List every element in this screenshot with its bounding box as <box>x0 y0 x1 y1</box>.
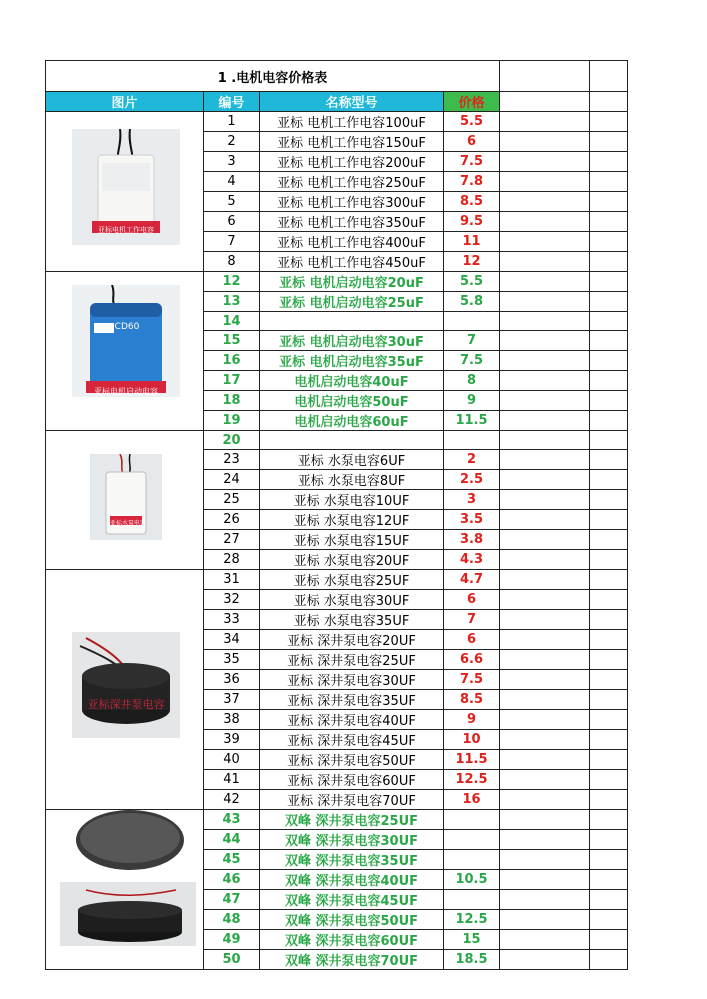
header-number: 编号 <box>204 92 260 112</box>
extra-cell[interactable] <box>590 132 628 152</box>
extra-cell[interactable] <box>590 590 628 610</box>
product-name: 亚标 水泵电容12UF <box>260 510 444 530</box>
product-price: 8.5 <box>444 192 500 212</box>
product-price: 12.5 <box>444 910 500 930</box>
table-row <box>46 272 628 292</box>
product-price <box>444 850 500 870</box>
extra-cell[interactable] <box>590 252 628 272</box>
extra-cell[interactable] <box>590 92 628 112</box>
extra-cell[interactable] <box>500 870 590 890</box>
product-price: 6 <box>444 132 500 152</box>
product-name: 双峰 深井泵电容35UF <box>260 850 444 870</box>
row-number: 23 <box>204 450 260 470</box>
extra-cell[interactable] <box>590 61 628 92</box>
extra-cell[interactable] <box>590 351 628 371</box>
product-name: 亚标 深井泵电容40UF <box>260 710 444 730</box>
product-price: 6 <box>444 630 500 650</box>
product-price: 3.5 <box>444 510 500 530</box>
extra-cell[interactable] <box>500 232 590 252</box>
row-number: 20 <box>204 431 260 450</box>
product-price: 12.5 <box>444 770 500 790</box>
row-number: 38 <box>204 710 260 730</box>
image-cell <box>46 810 204 970</box>
extra-cell[interactable] <box>590 810 628 830</box>
extra-cell[interactable] <box>590 272 628 292</box>
product-name: 亚标 电机工作电容300uF <box>260 192 444 212</box>
extra-cell[interactable] <box>590 690 628 710</box>
product-photo <box>90 454 162 540</box>
extra-cell[interactable] <box>590 112 628 132</box>
extra-cell[interactable] <box>500 172 590 192</box>
row-number: 6 <box>204 212 260 232</box>
product-name: 亚标 电机启动电容30uF <box>260 331 444 351</box>
extra-cell[interactable] <box>590 391 628 411</box>
product-price: 9.5 <box>444 212 500 232</box>
product-name: 双峰 深井泵电容50UF <box>260 910 444 930</box>
image-cell <box>46 570 204 810</box>
product-name: 亚标 电机启动电容20uF <box>260 272 444 292</box>
extra-cell[interactable] <box>500 272 590 292</box>
row-number: 4 <box>204 172 260 192</box>
product-price: 11 <box>444 232 500 252</box>
table-row <box>46 112 628 132</box>
row-number: 8 <box>204 252 260 272</box>
row-number: 50 <box>204 950 260 970</box>
extra-cell[interactable] <box>500 331 590 351</box>
product-name: 亚标 深井泵电容25UF <box>260 650 444 670</box>
product-name: 亚标 电机工作电容250uF <box>260 172 444 192</box>
product-price <box>444 431 500 450</box>
image-caption: 亚标水泵电容 <box>110 520 147 527</box>
row-number: 41 <box>204 770 260 790</box>
product-price: 8.5 <box>444 690 500 710</box>
row-number: 47 <box>204 890 260 910</box>
product-price <box>444 810 500 830</box>
row-number: 34 <box>204 630 260 650</box>
extra-cell[interactable] <box>590 470 628 490</box>
extra-cell[interactable] <box>500 61 590 92</box>
row-number: 1 <box>204 112 260 132</box>
product-name: 亚标 水泵电容25UF <box>260 570 444 590</box>
row-number: 33 <box>204 610 260 630</box>
image-caption: 亚标深井泵电容 <box>87 698 165 711</box>
row-number: 12 <box>204 272 260 292</box>
product-price <box>444 890 500 910</box>
row-number: 46 <box>204 870 260 890</box>
extra-cell[interactable] <box>500 92 590 112</box>
extra-cell[interactable] <box>590 530 628 550</box>
header-image: 图片 <box>46 92 204 112</box>
extra-cell[interactable] <box>590 550 628 570</box>
extra-cell[interactable] <box>500 650 590 670</box>
product-name: 电机启动电容60uF <box>260 411 444 431</box>
product-price: 7 <box>444 331 500 351</box>
extra-cell[interactable] <box>500 252 590 272</box>
extra-cell[interactable] <box>590 212 628 232</box>
extra-cell[interactable] <box>500 930 590 950</box>
header-name: 名称型号 <box>260 92 444 112</box>
extra-cell[interactable] <box>500 391 590 411</box>
row-number: 25 <box>204 490 260 510</box>
extra-cell[interactable] <box>590 510 628 530</box>
row-number: 17 <box>204 371 260 391</box>
product-photo <box>72 632 180 738</box>
row-number: 37 <box>204 690 260 710</box>
row-number: 28 <box>204 550 260 570</box>
extra-cell[interactable] <box>500 312 590 331</box>
extra-cell[interactable] <box>590 850 628 870</box>
extra-cell[interactable] <box>500 570 590 590</box>
row-number: 3 <box>204 152 260 172</box>
row-number: 7 <box>204 232 260 252</box>
extra-cell[interactable] <box>590 172 628 192</box>
extra-cell[interactable] <box>590 570 628 590</box>
product-price: 9 <box>444 391 500 411</box>
extra-cell[interactable] <box>590 152 628 172</box>
product-name: 双峰 深井泵电容30UF <box>260 830 444 850</box>
product-name: 亚标 电机启动电容25uF <box>260 292 444 312</box>
product-name: 亚标 电机工作电容350uF <box>260 212 444 232</box>
product-name: 亚标 电机工作电容100uF <box>260 112 444 132</box>
extra-cell[interactable] <box>590 650 628 670</box>
row-number: 35 <box>204 650 260 670</box>
extra-cell[interactable] <box>500 470 590 490</box>
product-price: 7.8 <box>444 172 500 192</box>
extra-cell[interactable] <box>500 112 590 132</box>
extra-cell[interactable] <box>500 292 590 312</box>
product-price: 3 <box>444 490 500 510</box>
extra-cell[interactable] <box>500 730 590 750</box>
extra-cell[interactable] <box>500 610 590 630</box>
extra-cell[interactable] <box>500 910 590 930</box>
product-name: 亚标 深井泵电容50UF <box>260 750 444 770</box>
table-row <box>46 810 628 830</box>
extra-cell[interactable] <box>590 371 628 391</box>
row-number: 26 <box>204 510 260 530</box>
extra-cell[interactable] <box>590 890 628 910</box>
product-name: 亚标 电机工作电容450uF <box>260 252 444 272</box>
row-number: 5 <box>204 192 260 212</box>
product-name: 亚标 水泵电容30UF <box>260 590 444 610</box>
extra-cell[interactable] <box>500 770 590 790</box>
product-price: 10.5 <box>444 870 500 890</box>
product-price <box>444 830 500 850</box>
product-price: 6 <box>444 590 500 610</box>
row-number: 39 <box>204 730 260 750</box>
extra-cell[interactable] <box>590 232 628 252</box>
product-name: 亚标 电机启动电容35uF <box>260 351 444 371</box>
product-name: 亚标 深井泵电容30UF <box>260 670 444 690</box>
row-number: 2 <box>204 132 260 152</box>
product-price: 18.5 <box>444 950 500 970</box>
product-price: 8 <box>444 371 500 391</box>
row-number: 15 <box>204 331 260 351</box>
extra-cell[interactable] <box>590 910 628 930</box>
product-name: 亚标 电机工作电容150uF <box>260 132 444 152</box>
extra-cell[interactable] <box>500 212 590 232</box>
extra-cell[interactable] <box>500 550 590 570</box>
product-price: 9 <box>444 710 500 730</box>
extra-cell[interactable] <box>590 490 628 510</box>
extra-cell[interactable] <box>590 750 628 770</box>
product-name: 亚标 深井泵电容45UF <box>260 730 444 750</box>
extra-cell[interactable] <box>590 950 628 970</box>
image-caption: 亚标电机启动电容 <box>94 387 158 396</box>
extra-cell[interactable] <box>590 930 628 950</box>
extra-cell[interactable] <box>500 411 590 431</box>
product-name: 双峰 深井泵电容60UF <box>260 930 444 950</box>
price-table <box>45 60 628 970</box>
row-number: 27 <box>204 530 260 550</box>
product-name: 双峰 深井泵电容25UF <box>260 810 444 830</box>
row-number: 49 <box>204 930 260 950</box>
row-number: 42 <box>204 790 260 810</box>
product-price: 11.5 <box>444 750 500 770</box>
extra-cell[interactable] <box>590 830 628 850</box>
product-name: 亚标 深井泵电容60UF <box>260 770 444 790</box>
image-caption: 亚标电机工作电容 <box>98 226 154 234</box>
product-name: 亚标 电机工作电容200uF <box>260 152 444 172</box>
row-number: 48 <box>204 910 260 930</box>
product-price: 16 <box>444 790 500 810</box>
extra-cell[interactable] <box>590 450 628 470</box>
extra-cell[interactable] <box>500 670 590 690</box>
row-number: 16 <box>204 351 260 371</box>
row-number: 43 <box>204 810 260 830</box>
product-name: 双峰 深井泵电容40UF <box>260 870 444 890</box>
product-name: 双峰 深井泵电容45UF <box>260 890 444 910</box>
product-name: 亚标 水泵电容35UF <box>260 610 444 630</box>
extra-cell[interactable] <box>500 790 590 810</box>
product-name: 亚标 水泵电容20UF <box>260 550 444 570</box>
row-number: 24 <box>204 470 260 490</box>
extra-cell[interactable] <box>590 292 628 312</box>
product-name: 亚标 水泵电容6UF <box>260 450 444 470</box>
product-price: 4.7 <box>444 570 500 590</box>
capacitor-label: CD60 <box>114 322 140 332</box>
extra-cell[interactable] <box>590 790 628 810</box>
extra-cell[interactable] <box>590 630 628 650</box>
product-name: 亚标 深井泵电容35UF <box>260 690 444 710</box>
image-cell <box>46 112 204 272</box>
product-name: 亚标 水泵电容8UF <box>260 470 444 490</box>
extra-cell[interactable] <box>500 192 590 212</box>
extra-cell[interactable] <box>500 890 590 910</box>
product-price: 2.5 <box>444 470 500 490</box>
product-name: 亚标 深井泵电容20UF <box>260 630 444 650</box>
extra-cell[interactable] <box>590 710 628 730</box>
product-price: 11.5 <box>444 411 500 431</box>
product-price: 7.5 <box>444 351 500 371</box>
image-cell <box>46 431 204 570</box>
product-name: 亚标 电机工作电容400uF <box>260 232 444 252</box>
extra-cell[interactable] <box>500 351 590 371</box>
product-price: 4.3 <box>444 550 500 570</box>
row-number: 31 <box>204 570 260 590</box>
product-price: 5.5 <box>444 272 500 292</box>
extra-cell[interactable] <box>500 450 590 470</box>
extra-cell[interactable] <box>500 750 590 770</box>
product-price: 7 <box>444 610 500 630</box>
extra-cell[interactable] <box>500 510 590 530</box>
row-number: 45 <box>204 850 260 870</box>
product-price: 10 <box>444 730 500 750</box>
extra-cell[interactable] <box>590 870 628 890</box>
extra-cell[interactable] <box>590 730 628 750</box>
product-price: 12 <box>444 252 500 272</box>
row-number: 40 <box>204 750 260 770</box>
product-name: 电机启动电容50uF <box>260 391 444 411</box>
extra-cell[interactable] <box>500 132 590 152</box>
product-name <box>260 312 444 331</box>
extra-cell[interactable] <box>500 690 590 710</box>
extra-cell[interactable] <box>590 331 628 351</box>
extra-cell[interactable] <box>590 670 628 690</box>
extra-cell[interactable] <box>500 950 590 970</box>
row-number: 19 <box>204 411 260 431</box>
row-number: 13 <box>204 292 260 312</box>
product-photo <box>72 285 180 397</box>
extra-cell[interactable] <box>590 431 628 450</box>
sheet-title: 1 .电机电容价格表 <box>46 61 500 92</box>
row-number: 14 <box>204 312 260 331</box>
table-row <box>46 570 628 590</box>
extra-cell[interactable] <box>500 371 590 391</box>
table-row <box>46 431 628 450</box>
row-number: 18 <box>204 391 260 411</box>
product-name: 双峰 深井泵电容70UF <box>260 950 444 970</box>
extra-cell[interactable] <box>590 411 628 431</box>
row-number: 32 <box>204 590 260 610</box>
product-price: 5.8 <box>444 292 500 312</box>
extra-cell[interactable] <box>500 710 590 730</box>
product-price: 3.8 <box>444 530 500 550</box>
product-price: 7.5 <box>444 670 500 690</box>
extra-cell[interactable] <box>500 490 590 510</box>
extra-cell[interactable] <box>590 770 628 790</box>
extra-cell[interactable] <box>590 192 628 212</box>
image-cell <box>46 272 204 431</box>
extra-cell[interactable] <box>590 610 628 630</box>
header-price: 价格 <box>444 92 500 112</box>
product-name: 亚标 水泵电容15UF <box>260 530 444 550</box>
extra-cell[interactable] <box>500 810 590 830</box>
product-name: 亚标 深井泵电容70UF <box>260 790 444 810</box>
row-number: 36 <box>204 670 260 690</box>
product-name: 亚标 水泵电容10UF <box>260 490 444 510</box>
product-price: 7.5 <box>444 152 500 172</box>
extra-cell[interactable] <box>500 830 590 850</box>
product-name: 电机启动电容40uF <box>260 371 444 391</box>
extra-cell[interactable] <box>500 530 590 550</box>
extra-cell[interactable] <box>500 630 590 650</box>
extra-cell[interactable] <box>500 431 590 450</box>
extra-cell[interactable] <box>500 850 590 870</box>
row-number: 44 <box>204 830 260 850</box>
extra-cell[interactable] <box>500 152 590 172</box>
product-photo <box>56 810 196 948</box>
extra-cell[interactable] <box>590 312 628 331</box>
product-price: 15 <box>444 930 500 950</box>
product-price: 6.6 <box>444 650 500 670</box>
price-sheet <box>45 60 628 970</box>
product-price <box>444 312 500 331</box>
product-price: 2 <box>444 450 500 470</box>
product-price: 5.5 <box>444 112 500 132</box>
product-name <box>260 431 444 450</box>
extra-cell[interactable] <box>500 590 590 610</box>
